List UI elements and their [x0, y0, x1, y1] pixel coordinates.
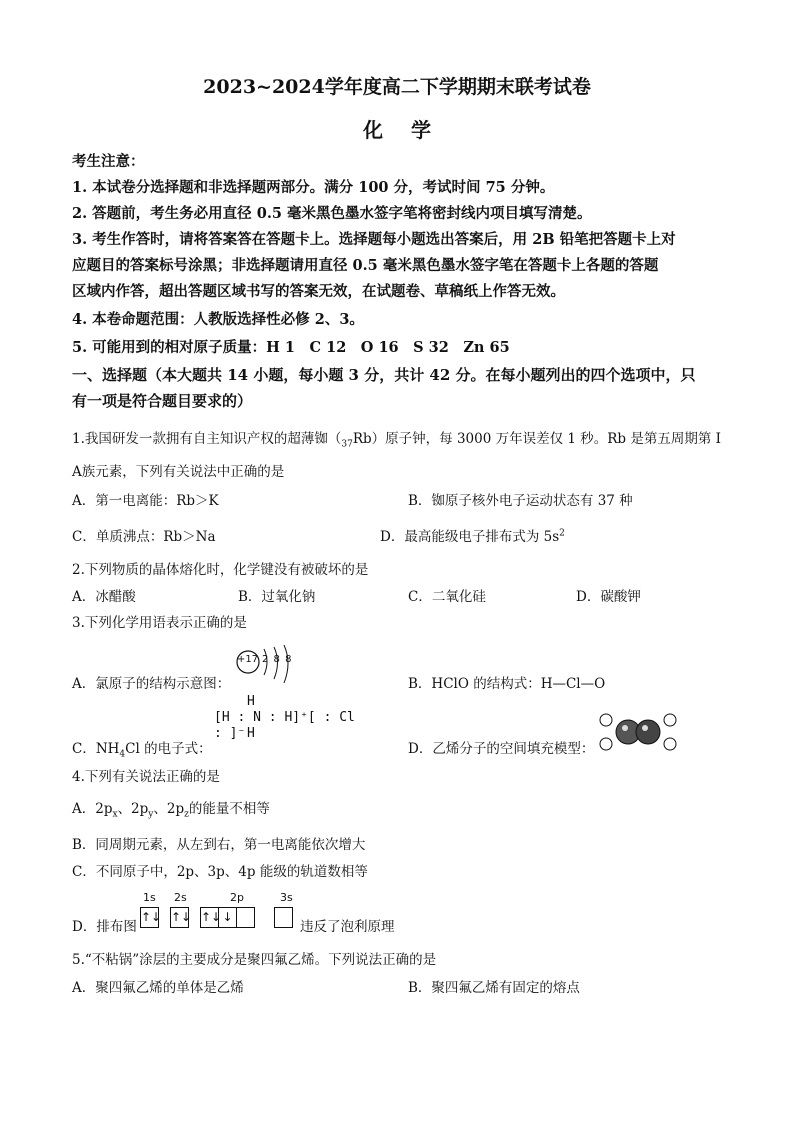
rb-symbol: Rb	[352, 431, 372, 447]
notice-item-5: 5. 可能用到的相对原子质量：H 1 C 12 O 16 S 32 Zn 65	[72, 339, 510, 356]
q3-option-c: C．$NH_4Cl$ 的电子式：	[72, 741, 212, 760]
orbital-box-2s: ↑↓	[170, 907, 189, 928]
q1-stem-cont: A族元素，下列有关说法中正确的是	[72, 464, 285, 480]
q3-stem: 3.下列化学用语表示正确的是	[72, 615, 247, 631]
q1-option-b: B．铷原子核外电子运动状态有 37 种	[408, 493, 633, 509]
orbital-box-2p-3	[236, 907, 255, 928]
electron-shells: 2 8 8	[262, 654, 293, 665]
q1-stem: 1.我国研发一款拥有自主知识产权的超薄铷$(_{37}Rb)$原子钟，每 3000 万年误差仅 1 秒。Rb 是第五周期第 I	[72, 431, 721, 450]
q3-option-d: D．乙烯分子的空间填充模型：	[408, 741, 595, 757]
notice-item-1: 1. 本试卷分选择题和非选择题两部分。满分 100 分，考试时间 75 分钟。	[72, 179, 555, 196]
q4-option-c: C．不同原子中，2p、3p、4p 能级的轨道数相等	[72, 864, 368, 880]
notice-item-3-cont: 应题目的答案标号涂黑；非选择题请用直径 0.5 毫米黑色墨水签字笔在答题卡上各题的答题	[72, 257, 659, 274]
notice-item-3-cont2: 区域内作答，超出答题区域书写的答案无效，在试题卷、草稿纸上作答无效。	[72, 283, 565, 300]
q3-option-a: A．氯原子的结构示意图：	[72, 676, 231, 692]
q1-option-a: A．第一电离能：Rb＞K	[72, 493, 219, 509]
exam-title: 2023~2024学年度高二下学期期末联考试卷	[203, 76, 591, 98]
q3-option-b: B．HClO 的结构式：H—Cl—O	[408, 676, 606, 692]
section-heading-line2: 有一项是符合题目要求的）	[72, 392, 253, 410]
orbital-diagram: 1s 2s 2p 3s ↑↓ ↑↓ ↑↓ ↓	[138, 891, 302, 935]
section-heading-line1: 一、选择题（本大题共 14 小题，每小题 3 分，共计 42 分。在每小题列出的四个选项中，只	[72, 366, 696, 384]
orbital-box-1s: ↑↓	[140, 907, 159, 928]
q4-stem: 4.下列有关说法正确的是	[72, 769, 220, 785]
q2-stem: 2.下列物质的晶体熔化时，化学键没有被破坏的是	[72, 562, 369, 578]
nucleus-charge: +17	[237, 654, 259, 665]
q2-option-c: C．二氧化硅	[408, 589, 486, 605]
orbital-box-2p-2: ↓	[218, 907, 237, 928]
q2-option-d: D．碳酸钾	[576, 589, 641, 605]
q4-option-d-suffix: 违反了泡利原理	[300, 919, 395, 935]
q5-option-b: B．聚四氟乙烯有固定的熔点	[408, 980, 580, 996]
notice-item-2: 2. 答题前，考生务必用直径 0.5 毫米黑色墨水签字笔将密封线内项目填写清楚。	[72, 205, 592, 222]
q4-option-b: B．同周期元素，从左到右，第一电离能依次增大	[72, 837, 366, 853]
rb-atomic-number: 37	[341, 439, 353, 450]
notice-heading: 考生注意：	[72, 153, 145, 170]
ammonium-chloride-electron-formula: H [H : N : H]⁺[ : Cl : ]⁻ H	[214, 694, 355, 741]
q5-option-a: A．聚四氟乙烯的单体是乙烯	[72, 980, 244, 996]
q1-option-d: D．最高能级电子排布式为 $5s^2$	[380, 528, 565, 545]
chlorine-atom-diagram	[234, 645, 304, 689]
subject-title: 化学	[363, 118, 459, 142]
q1-option-c: C．单质沸点：Rb＞Na	[72, 529, 216, 545]
q4-option-a: A．$2p_x$、$2p_y$、$2p_z$的能量不相等	[72, 801, 270, 820]
q5-stem: 5.“不粘锅”涂层的主要成分是聚四氟乙烯。下列说法正确的是	[72, 952, 437, 968]
q4-option-d-prefix: D．排布图	[72, 919, 137, 935]
q2-option-b: B．过氧化钠	[238, 589, 316, 605]
notice-item-4: 4. 本卷命题范围：人教版选择性必修 2、3。	[72, 311, 364, 328]
notice-item-3: 3. 考生作答时，请将答案答在答题卡上。选择题每小题选出答案后，用 2B 铅笔把答题卡上对	[72, 231, 676, 248]
orbital-box-3s	[274, 907, 293, 928]
orbital-box-2p-1: ↑↓	[200, 907, 219, 928]
ethylene-model-icon	[596, 712, 680, 752]
q2-option-a: A．冰醋酸	[72, 589, 136, 605]
